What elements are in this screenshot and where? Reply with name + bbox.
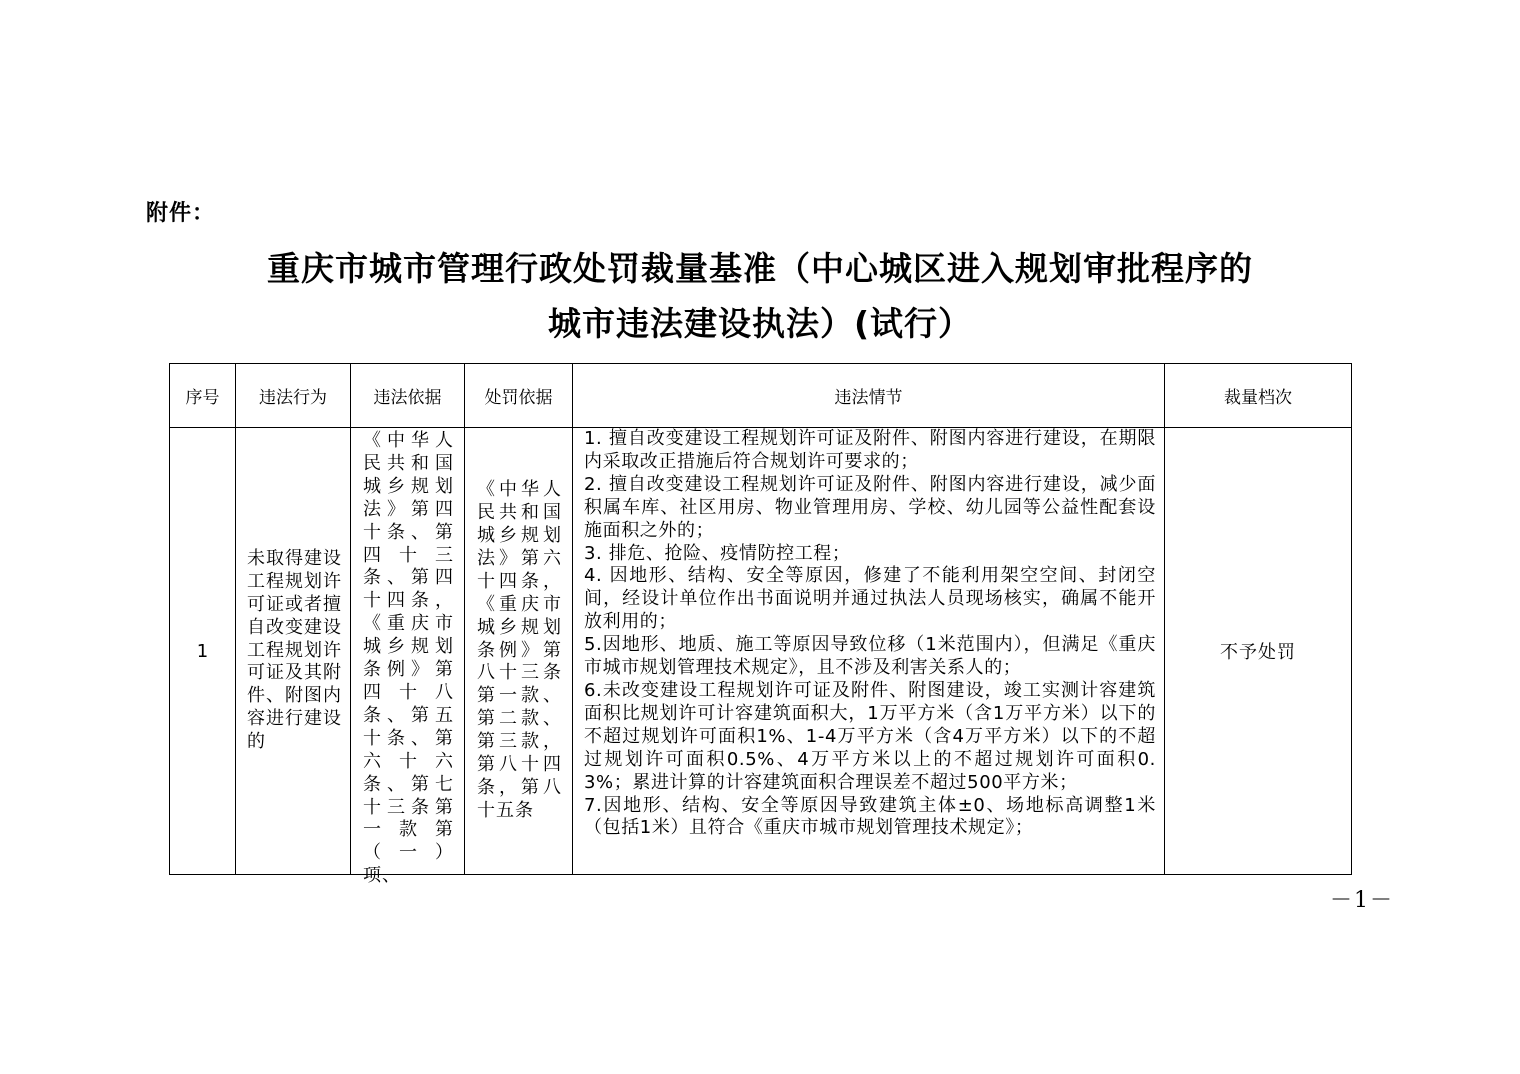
penalty-standard-table — [169, 363, 1352, 887]
plot-list — [573, 428, 1164, 840]
header-behavior: 违法行为 — [236, 364, 351, 428]
header-index: 序号 — [170, 364, 236, 428]
plot-item: 6.未改变建设工程规划许可证及附件、附图建设，竣工实测计容建筑面积比规划许可计容建筑面积大，1万平方米（含1万平方米）以下的不超过规划许可面积1%、1-4万平方米（含4万平方米）以下的不超过规划许可面积0.5%、4万平方米以上的不超过规划许可面积0.3%；累进计算的计容建筑面积合理误差不超过500平方米； — [584, 679, 1156, 793]
plot-item: 1. 擅自改变建设工程规划许可证及附件、附图内容进行建设，在期限内采取改正措施后符合规划许可要求的； — [584, 428, 1156, 472]
plot-item: 2. 擅自改变建设工程规划许可证及附件、附图内容进行建设，减少面积属车库、社区用房、物业管理用房、学校、幼儿园等公益性配套设施面积之外的； — [584, 473, 1156, 541]
row-behavior-text: 未取得建设工程规划许可证或者擅自改变建设工程规划许可证及其附件、附图内容进行建设的 — [247, 547, 342, 753]
table-header-row — [170, 364, 1352, 428]
row-behavior — [236, 428, 351, 875]
header-penalty-basis: 处罚依据 — [465, 364, 573, 428]
plot-item: 5.因地形、地质、施工等原因导致位移（1米范围内），但满足《重庆市城市规划管理技术规定》，且不涉及利害关系人的； — [584, 634, 1156, 679]
header-violation-basis: 违法依据 — [351, 364, 465, 428]
document-title-line-1: 重庆市城市管理行政处罚裁量基准（中心城区进入规划审批程序的 — [267, 249, 1253, 288]
row-index-text: 1 — [196, 640, 209, 662]
row-violation-basis — [351, 428, 465, 887]
page-number: －1－ — [1330, 888, 1394, 913]
row-violation-basis-text: 《中华人民共和国城乡规划法》第四十条、第四十三条、第四十四条，《重庆市城乡规划条例》第四十八条、第五十条、第六十六条、第七十三条第一款第（一）项、 — [363, 430, 454, 887]
plot-item: 7.因地形、结构、安全等原因导致建筑主体±0、场地标高调整1米（包括1米）且符合《重庆市城市规划管理技术规定》； — [584, 794, 1156, 839]
row-plots — [573, 428, 1165, 875]
table-row — [170, 428, 1352, 875]
row-level — [1165, 428, 1352, 875]
plot-item: 4. 因地形、结构、安全等原因，修建了不能利用架空空间、封闭空间，经设计单位作出书面说明并通过执法人员现场核实，确属不能开放利用的； — [584, 565, 1156, 633]
row-level-text: 不予处罚 — [1220, 642, 1296, 663]
attachment-label: 附件： — [146, 201, 216, 226]
row-penalty-basis — [465, 428, 573, 875]
row-index — [170, 428, 236, 875]
plot-item: 3. 排危、抢险、疫情防控工程； — [584, 542, 851, 564]
header-plots: 违法情节 — [573, 364, 1165, 428]
row-penalty-basis-text: 《中华人民共和国城乡规划法》第六十四条，《重庆市城乡规划条例》第八十三条第一款、第二款、第三款，第八十四条，第八十五条 — [477, 479, 562, 821]
header-level: 裁量档次 — [1165, 364, 1352, 428]
document-title-line-2: 城市违法建设执法）(试行） — [547, 304, 973, 343]
